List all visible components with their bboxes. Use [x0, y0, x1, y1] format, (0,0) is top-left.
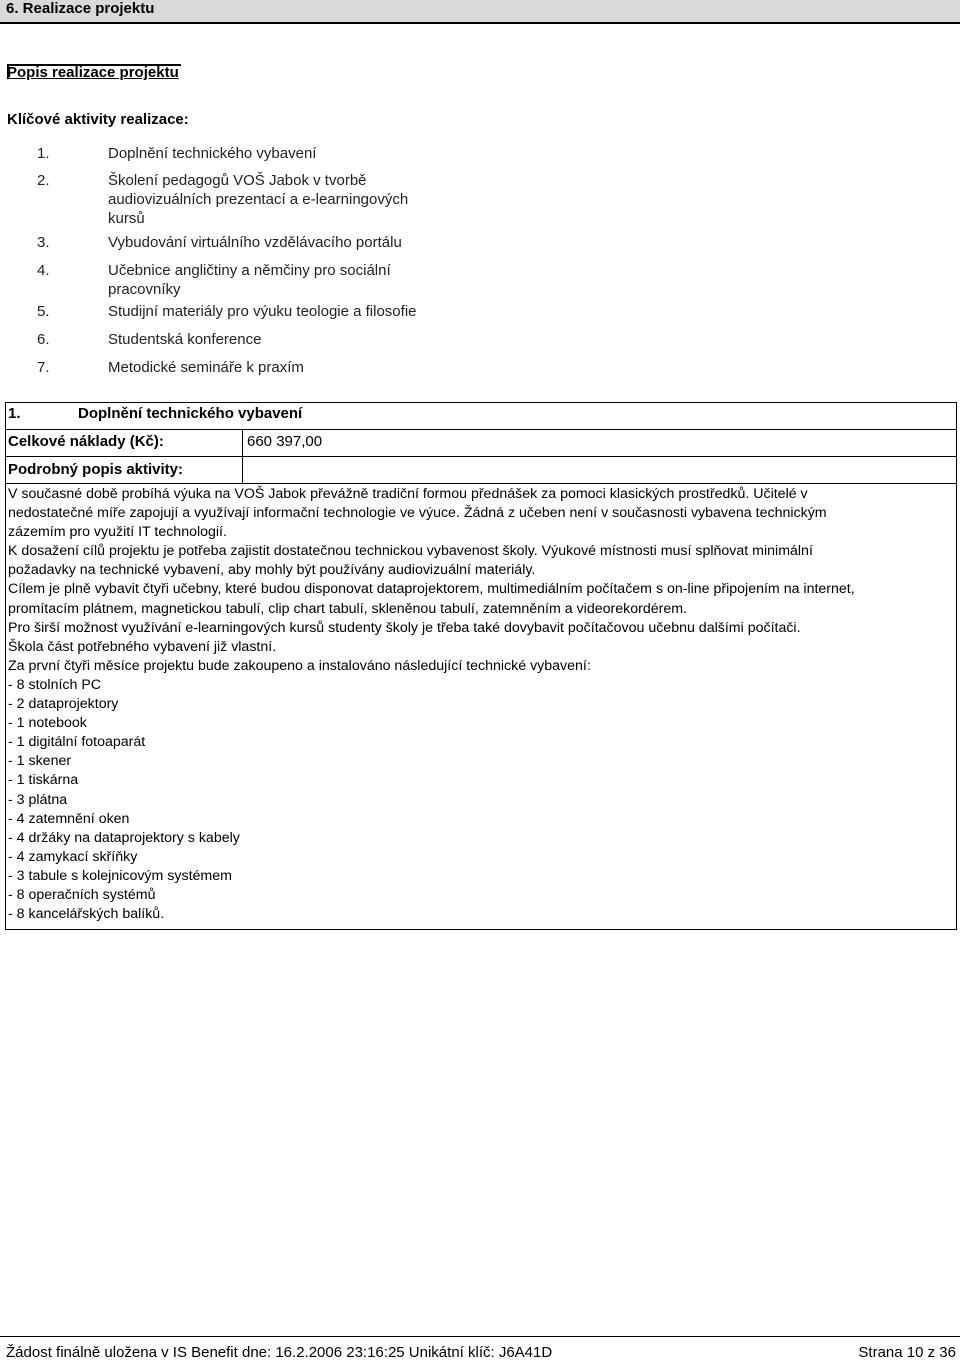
list-item-text: Doplnění technického vybavení: [108, 145, 317, 162]
list-item-number: 2.: [37, 172, 50, 189]
cost-value-cell: [242, 430, 363, 456]
activity-description: V současné době probíhá výuka na VOŠ Jabok převážně tradiční formou přednášek za pomoci klasických prostředků. Učitelé v nedostatečné míře zapojují a využívají informační technologie ve výuce. Žádná z učeben není v současnosti vybavena technickým zázemím pro využití IT technologií. K dosažení cílů projektu je potřeba zajistit dostatečnou technickou vybavenost školy. Výukové místnosti musí splňovat minimální požadavky na technické vybavení, aby mohly být používány audiovizuální materiály. Cílem je plně vybavit čtyři učebny, které budou disponovat dataprojektorem, multimediálním počítačem s on-line připojením na internet, promítacím plátnem, magnetickou tabulí, clip chart tabulí, skleněnou tabulí, zatemněním a videorekordérem. Pro širší možnost využívání e-learningových kursů studenty školy je třeba také dovybavit počítačovou učebnu dalšími počítači. Škola část potřebného vybavení již vlastní. Za první čtyři měsíce projektu bude zakoupeno a instalováno následující technické vybavení: - 8 stolních PC - 2 dataprojektory - 1 notebook - 1 digitální fotoaparát - 1 skener - 1 tiskárna - 3 plátna - 4 zatemnění oken - 4 držáky na dataprojektory s kabely - 4 zamykací skříňky - 3 tabule s kolejnicovým systémem - 8 operačních systémů - 8 kancelářských balíků.: [8, 486, 855, 923]
footer-save-info: Žádost finálně uložena v IS Benefit dne: 16.2.2006 23:16:25 Unikátní klíč: J6A41D: [6, 1344, 553, 1361]
description-row: [6, 456, 956, 484]
cost-label: Celkové náklady (Kč):: [8, 433, 164, 450]
activity-detail-title: Doplnění technického vybavení: [76, 402, 306, 425]
cost-row: [6, 429, 956, 456]
description-label-cell: [242, 457, 243, 483]
activities-label: Klíčové aktivity realizace:: [7, 111, 189, 128]
list-item-number: 5.: [37, 303, 50, 320]
section-header-bar: [0, 0, 960, 24]
footer-page-number: Strana 10 z 36: [858, 1344, 956, 1361]
list-item-text: Učebnice angličtiny a němčiny pro sociální pracovníky: [108, 262, 391, 298]
page-footer: [0, 1336, 960, 1363]
list-item-number: 4.: [37, 262, 50, 279]
list-item-text: Školení pedagogů VOŠ Jabok v tvorbě audiovizuálních prezentací a e-learningových kursů: [108, 172, 409, 227]
list-item-number: 1.: [37, 145, 50, 162]
activity-detail-number: 1.: [8, 405, 21, 422]
list-item-number: 3.: [37, 234, 50, 251]
list-item-text: Studijní materiály pro výuku teologie a filosofie: [108, 303, 417, 320]
list-item-text: Vybudování virtuálního vzdělávacího portálu: [108, 234, 402, 251]
activity-detail-box: [5, 402, 957, 930]
list-item-text: Metodické semináře k praxím: [108, 359, 304, 376]
list-item-text: Studentská konference: [108, 331, 262, 348]
cost-value: 660 397,00: [247, 433, 323, 450]
list-item-number: 7.: [37, 359, 50, 376]
list-item-number: 6.: [37, 331, 50, 348]
section-header-title: 6. Realizace projektu: [6, 0, 155, 17]
section-title: Popis realizace projektu: [7, 64, 179, 81]
description-label: Podrobný popis aktivity:: [8, 461, 184, 478]
activity-detail-header: [6, 403, 956, 427]
